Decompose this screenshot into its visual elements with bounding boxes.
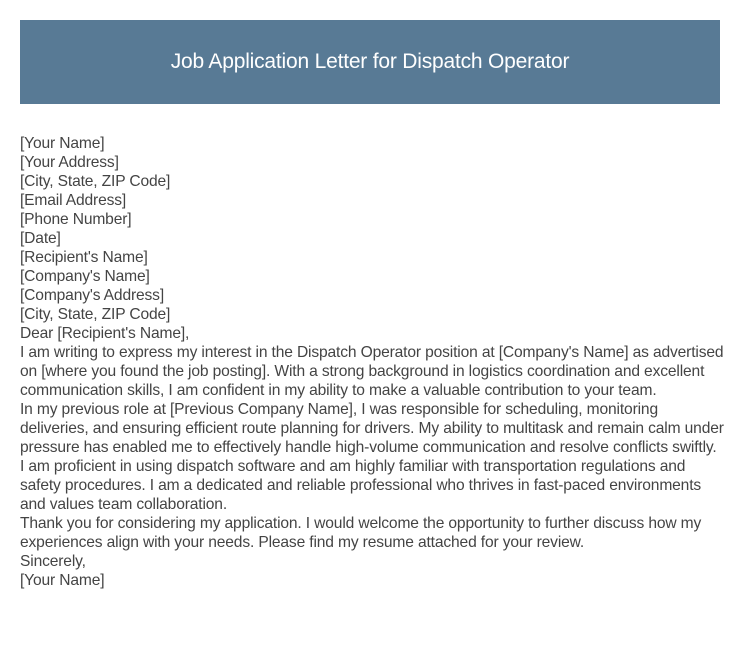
sender-name: [Your Name] bbox=[20, 135, 105, 152]
recipient-address: [Company's Address] bbox=[20, 287, 165, 304]
letter-body bbox=[20, 134, 730, 590]
letter-header-banner bbox=[20, 20, 720, 104]
page-title: Job Application Letter for Dispatch Operator bbox=[170, 50, 570, 73]
paragraph-closing: Thank you for considering my application. I would welcome the opportunity to further discuss how my experiences align with your needs. Please find my resume attached for your review. bbox=[20, 515, 702, 551]
closing: Sincerely, bbox=[20, 553, 86, 570]
sender-address: [Your Address] bbox=[20, 154, 119, 171]
letter-date: [Date] bbox=[20, 230, 61, 247]
sender-city-state-zip: [City, State, ZIP Code] bbox=[20, 173, 171, 190]
recipient-name: [Recipient's Name] bbox=[20, 249, 148, 266]
sender-phone: [Phone Number] bbox=[20, 211, 132, 228]
paragraph-experience: In my previous role at [Previous Company Name], I was responsible for scheduling, monitoring deliveries, and ensuring efficient route planning for drivers. My ability to multitask and remain calm under pressure has enabled me to effectively handle high-volume communication and resolve conflicts swiftly. bbox=[20, 401, 724, 456]
signature: [Your Name] bbox=[20, 572, 105, 589]
recipient-company: [Company's Name] bbox=[20, 268, 150, 285]
paragraph-skills: I am proficient in using dispatch software and am highly familiar with transportation regulations and safety procedures. I am a dedicated and reliable professional who thrives in fast-paced environments and values team collaboration. bbox=[20, 458, 702, 513]
paragraph-intro: I am writing to express my interest in the Dispatch Operator position at [Company's Name] as advertised on [where you found the job posting]. With a strong background in logistics coordination and excellent communication skills, I am confident in my ability to make a valuable contribution to your team. bbox=[20, 344, 724, 399]
recipient-city-state-zip: [City, State, ZIP Code] bbox=[20, 306, 171, 323]
sender-email: [Email Address] bbox=[20, 192, 127, 209]
salutation: Dear [Recipient's Name], bbox=[20, 325, 190, 342]
